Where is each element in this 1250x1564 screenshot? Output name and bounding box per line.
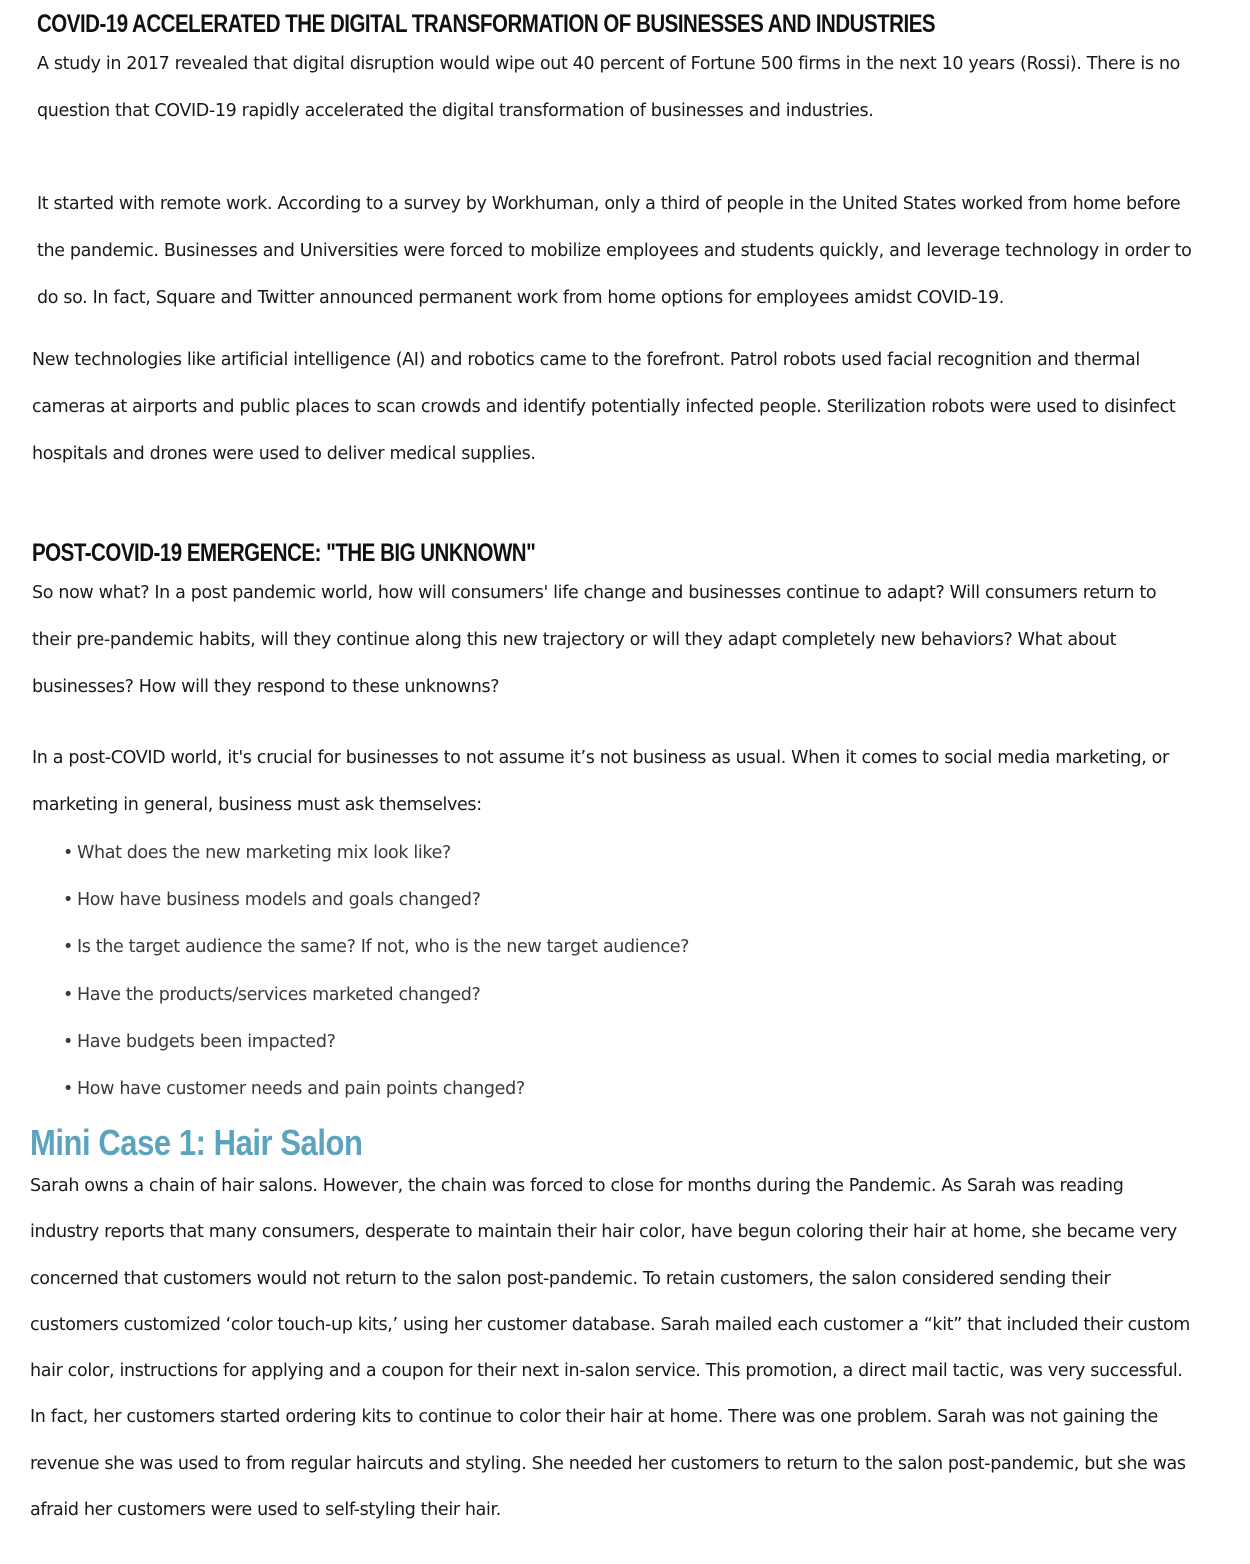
bullet-glyph: • <box>63 937 73 958</box>
paragraph-hair-salon-case <box>30 1163 1210 1533</box>
bullet-glyph: • <box>63 890 73 911</box>
text-line: the pandemic. Businesses and Universities were forced to mobilize employees and students quickly, and leverage technology in order to <box>37 241 1192 261</box>
text-line: In fact, her customers started ordering kits to continue to color their hair at home. There was one problem. Sarah was not gaining the <box>30 1407 1158 1428</box>
text-line: question that COVID-19 rapidly accelerated the digital transformation of businesses and industries. <box>37 101 874 121</box>
list-item-text: Is the target audience the same? If not, who is the new target audience? <box>77 937 690 958</box>
bullet-glyph: • <box>63 1031 73 1052</box>
text-line: Sarah owns a chain of hair salons. However, the chain was forced to close for months during the Pandemic. As Sarah was reading <box>30 1176 1124 1196</box>
list-item-text: Have budgets been impacted? <box>77 1031 336 1052</box>
questions-list <box>63 830 689 1113</box>
text-line: industry reports that many consumers, desperate to maintain their hair color, have begun coloring their hair at home, she became very <box>30 1222 1177 1243</box>
list-item-text: How have business models and goals changed? <box>77 890 481 911</box>
section-heading-digital-transformation: COVID-19 ACCELERATED THE DIGITAL TRANSFORMATION OF BUSINESSES AND INDUSTRIES <box>37 10 936 38</box>
list-item-text: Have the products/services marketed changed? <box>77 984 481 1005</box>
text-line: hospitals and drones were used to deliver medical supplies. <box>32 444 536 464</box>
text-line: revenue she was used to from regular haircuts and styling. She needed her customers to return to the salon post-pandemic, but she was <box>30 1453 1186 1474</box>
text-line: New technologies like artificial intelligence (AI) and robotics came to the forefront. Patrol robots used facial recognition and thermal <box>32 350 1140 370</box>
text-line: In a post-COVID world, it's crucial for businesses to not assume it’s not business as usual. When it comes to social media marketing, or <box>32 748 1169 768</box>
list-item-text: How have customer needs and pain points changed? <box>77 1079 525 1100</box>
paragraph-new-technologies <box>32 337 1212 478</box>
section-heading-big-unknown: POST-COVID-19 EMERGENCE: "THE BIG UNKNOWN" <box>32 539 536 567</box>
paragraph-post-covid-world <box>32 735 1212 829</box>
bullet-glyph: • <box>63 843 73 863</box>
paragraph-study-2017 <box>37 41 1217 135</box>
text-line: It started with remote work. According to a survey by Workhuman, only a third of people in the United States worked from home before <box>37 194 1181 214</box>
text-line: So now what? In a post pandemic world, how will consumers' life change and businesses continue to adapt? Will consumers return to <box>32 583 1157 603</box>
text-line: A study in 2017 revealed that digital disruption would wipe out 40 percent of Fortune 500 firms in the next 10 years (Rossi). There is no <box>37 54 1180 74</box>
text-line: businesses? How will they respond to these unknowns? <box>32 677 500 697</box>
bullet-glyph: • <box>63 1079 73 1100</box>
text-line: concerned that customers would not return to the salon post-pandemic. To retain customers, the salon considered sending their <box>30 1268 1111 1289</box>
mini-case-title: Mini Case 1: Hair Salon <box>30 1122 363 1163</box>
text-line: do so. In fact, Square and Twitter announced permanent work from home options for employees amidst COVID-19. <box>37 288 1004 308</box>
text-line: their pre-pandemic habits, will they continue along this new trajectory or will they adapt completely new behaviors? What about <box>32 630 1117 650</box>
bullet-glyph: • <box>63 984 73 1005</box>
list-item <box>63 830 689 877</box>
paragraph-remote-work <box>37 181 1217 322</box>
list-item <box>63 877 689 924</box>
text-line: marketing in general, business must ask themselves: <box>32 795 482 815</box>
list-item <box>63 1019 689 1066</box>
text-line: hair color, instructions for applying and a coupon for their next in-salon service. This promotion, a direct mail tactic, was very successful. <box>30 1361 1183 1382</box>
list-item-text: What does the new marketing mix look like? <box>77 843 451 863</box>
list-item <box>63 1066 689 1113</box>
text-line: afraid her customers were used to self-styling their hair. <box>30 1500 501 1521</box>
text-line: customers customized ‘color touch-up kits,’ using her customer database. Sarah mailed each customer a “kit” that included their custom <box>30 1314 1191 1335</box>
text-line: cameras at airports and public places to scan crowds and identify potentially infected people. Sterilization robots were used to disinfect <box>32 397 1176 417</box>
list-item <box>63 972 689 1019</box>
list-item <box>63 924 689 971</box>
paragraph-so-now-what <box>32 570 1212 711</box>
